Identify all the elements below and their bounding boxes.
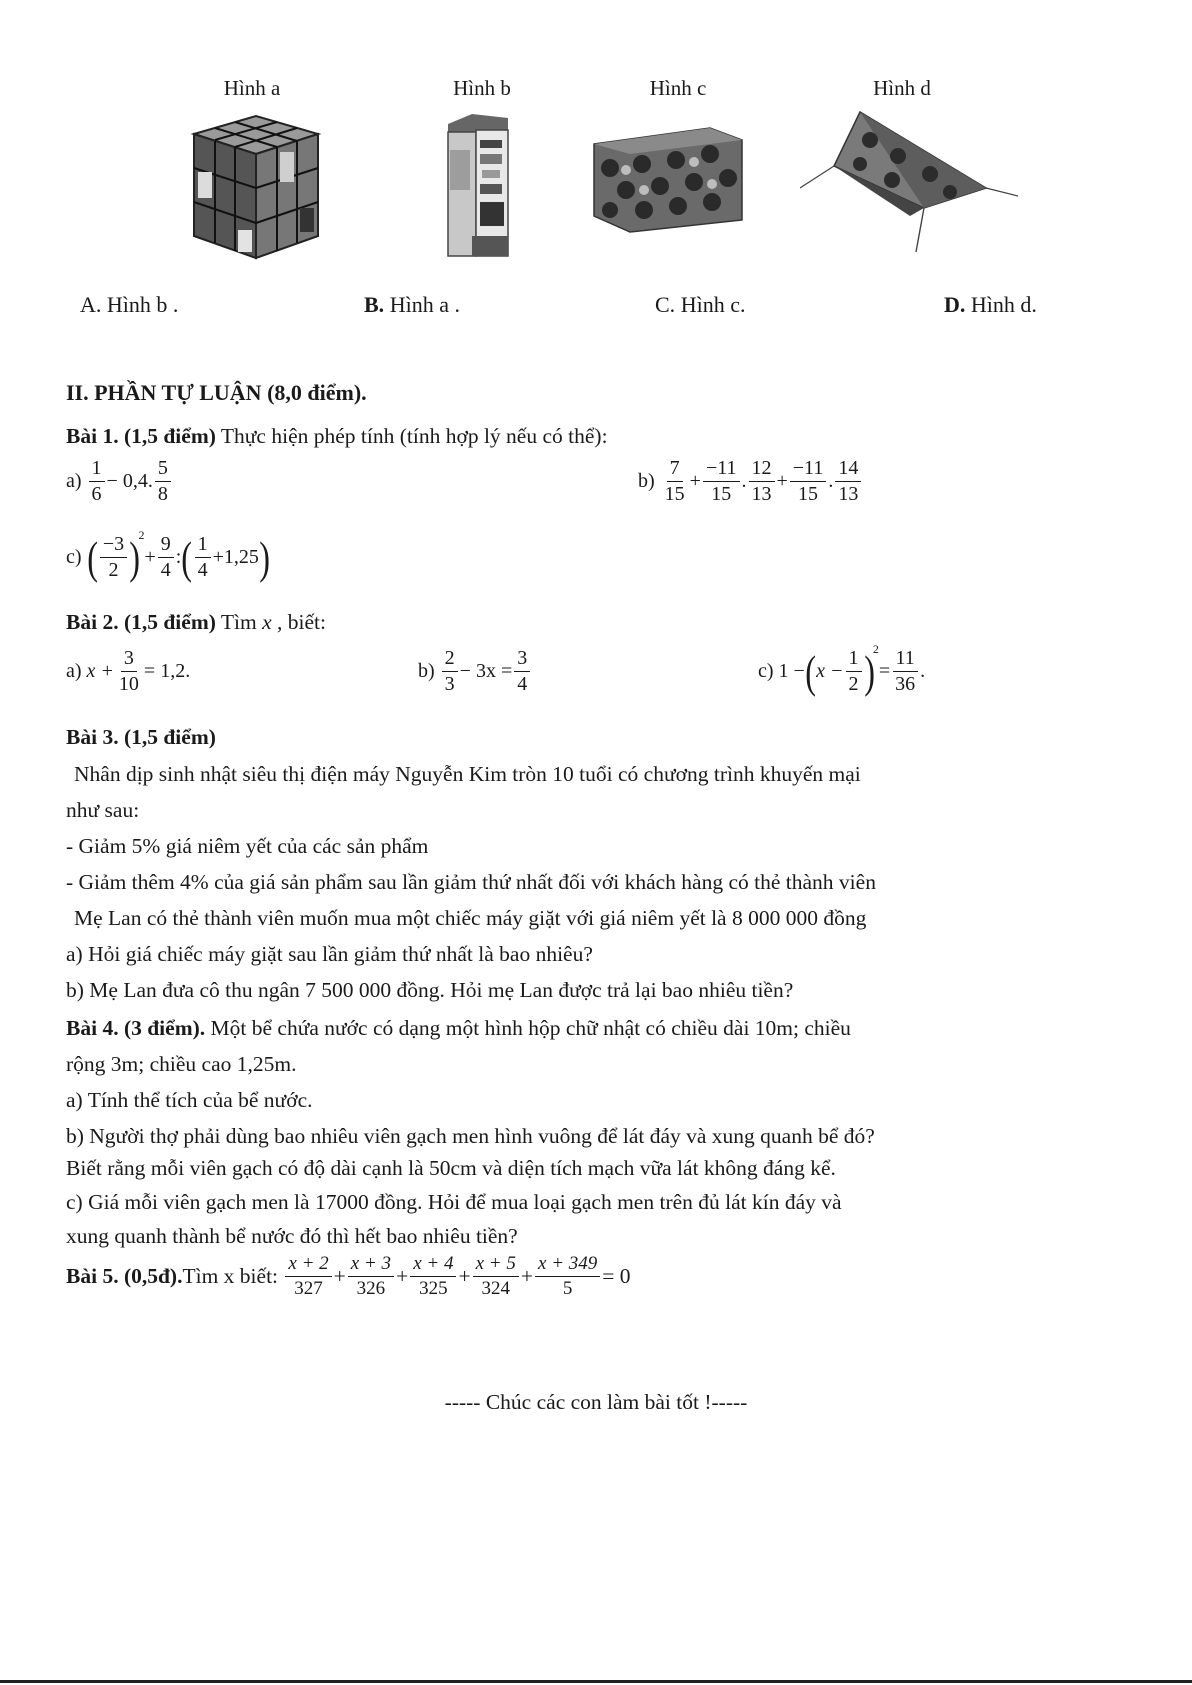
bai1-heading: Bài 1. (1,5 điểm) Thực hiện phép tính (tính hợp lý nếu có thể):: [66, 424, 608, 448]
bai4-line: rộng 3m; chiều cao 1,25m.: [66, 1052, 297, 1076]
tent-icon: [800, 104, 1020, 254]
bai2-c-expression: c) 1 − ( x − $\frac{1}{2}$ ) 2 = $\frac{11}{36}$ .: [758, 642, 926, 697]
closing-line: ----- Chúc các con làm bài tốt !-----: [444, 1390, 748, 1414]
bai3-line: Nhân dịp sinh nhật siêu thị điện máy Nguyễn Kim tròn 10 tuổi có chương trình khuyến mại: [74, 762, 861, 786]
bai4-line: c) Giá mỗi viên gạch men là 17000 đồng. Hỏi để mua loại gạch men trên đủ lát kín đáy và: [66, 1190, 842, 1214]
bai4-line: b) Người thợ phải dùng bao nhiêu viên gạch men hình vuông để lát đáy và xung quanh bể đó?: [66, 1124, 875, 1148]
figure-label-d: Hình d: [873, 76, 931, 100]
milk-carton-icon: [442, 110, 512, 260]
option-b[interactable]: B. Hình a .: [364, 292, 460, 317]
option-d[interactable]: D. Hình d.: [944, 292, 1037, 317]
bai3-line: như sau:: [66, 798, 140, 822]
section-title: II. PHẦN TỰ LUẬN (8,0 điểm).: [66, 380, 367, 405]
bottom-rule: [0, 1680, 1192, 1683]
bai2-b-expression: b) $\frac{2}{3}$ − 3x = $\frac{3}{4}$: [418, 648, 532, 695]
option-c[interactable]: C. Hình c.: [655, 292, 746, 317]
bai3-heading: Bài 3. (1,5 điểm): [66, 725, 216, 749]
bai3-line: Mẹ Lan có thẻ thành viên muốn mua một chiếc máy giặt với giá niêm yết là 8 000 000 đồng: [74, 906, 867, 930]
bai4-line: xung quanh thành bể nước đó thì hết bao nhiêu tiền?: [66, 1224, 518, 1248]
bai4-line: a) Tính thể tích của bể nước.: [66, 1088, 313, 1112]
bai1-a-expression: a) $\frac{1}{6}$ − 0,4. $\frac{5}{8}$: [66, 458, 173, 505]
bai5-equation: Bài 5. (0,5đ). Tìm x biết: $\frac{x + 2}{327}$ + $\frac{x + 3}{326}$ + $\frac{x + 4}{325}$ + $\frac{x + 5}{324}$ + $\frac{x + 349}{5}$ = 0: [66, 1253, 631, 1299]
bai3-line: a) Hỏi giá chiếc máy giặt sau lần giảm thứ nhất là bao nhiêu?: [66, 942, 593, 966]
fraction: $\frac{5}{8}$: [155, 458, 171, 505]
bai4-line: Biết rằng mỗi viên gạch có độ dài cạnh là 50cm và diện tích mạch vữa lát không đáng kể.: [66, 1156, 836, 1180]
bai2-heading: Bài 2. (1,5 điểm) Tìm x , biết:: [66, 610, 326, 634]
bai4-heading: Bài 4. (3 điểm). Một bể chứa nước có dạng một hình hộp chữ nhật có chiều dài 10m; chiều: [66, 1016, 851, 1040]
fraction: $\frac{1}{6}$: [89, 458, 105, 505]
figure-label-c: Hình c: [649, 76, 707, 100]
bai2-a-expression: a) x + $\frac{3}{10}$ = 1,2.: [66, 647, 191, 695]
option-a[interactable]: A. Hình b .: [80, 292, 179, 317]
bai1-c-expression: c) ( $\frac{-3}{2}$ ) 2 + $\frac{9}{4}$ : ( $\frac{1}{4}$ +1,25 ): [66, 528, 270, 583]
bai3-line: - Giảm 5% giá niêm yết của các sản phẩm: [66, 834, 429, 858]
rubik-cube-icon: [186, 112, 326, 262]
patterned-box-icon: [590, 124, 746, 234]
bai3-line: - Giảm thêm 4% của giá sản phẩm sau lần giảm thứ nhất đối với khách hàng có thẻ thành viên: [66, 870, 876, 894]
figure-label-a: Hình a: [223, 76, 281, 100]
bai3-line: b) Mẹ Lan đưa cô thu ngân 7 500 000 đồng. Hỏi mẹ Lan được trả lại bao nhiêu tiền?: [66, 978, 794, 1002]
bai1-b-expression: b) $\frac{7}{15}$ + $\frac{-11}{15}$ . $\frac{12}{13}$ + $\frac{-11}{15}$ . $\frac{14}{13}$: [638, 458, 863, 505]
figure-label-b: Hình b: [453, 76, 511, 100]
